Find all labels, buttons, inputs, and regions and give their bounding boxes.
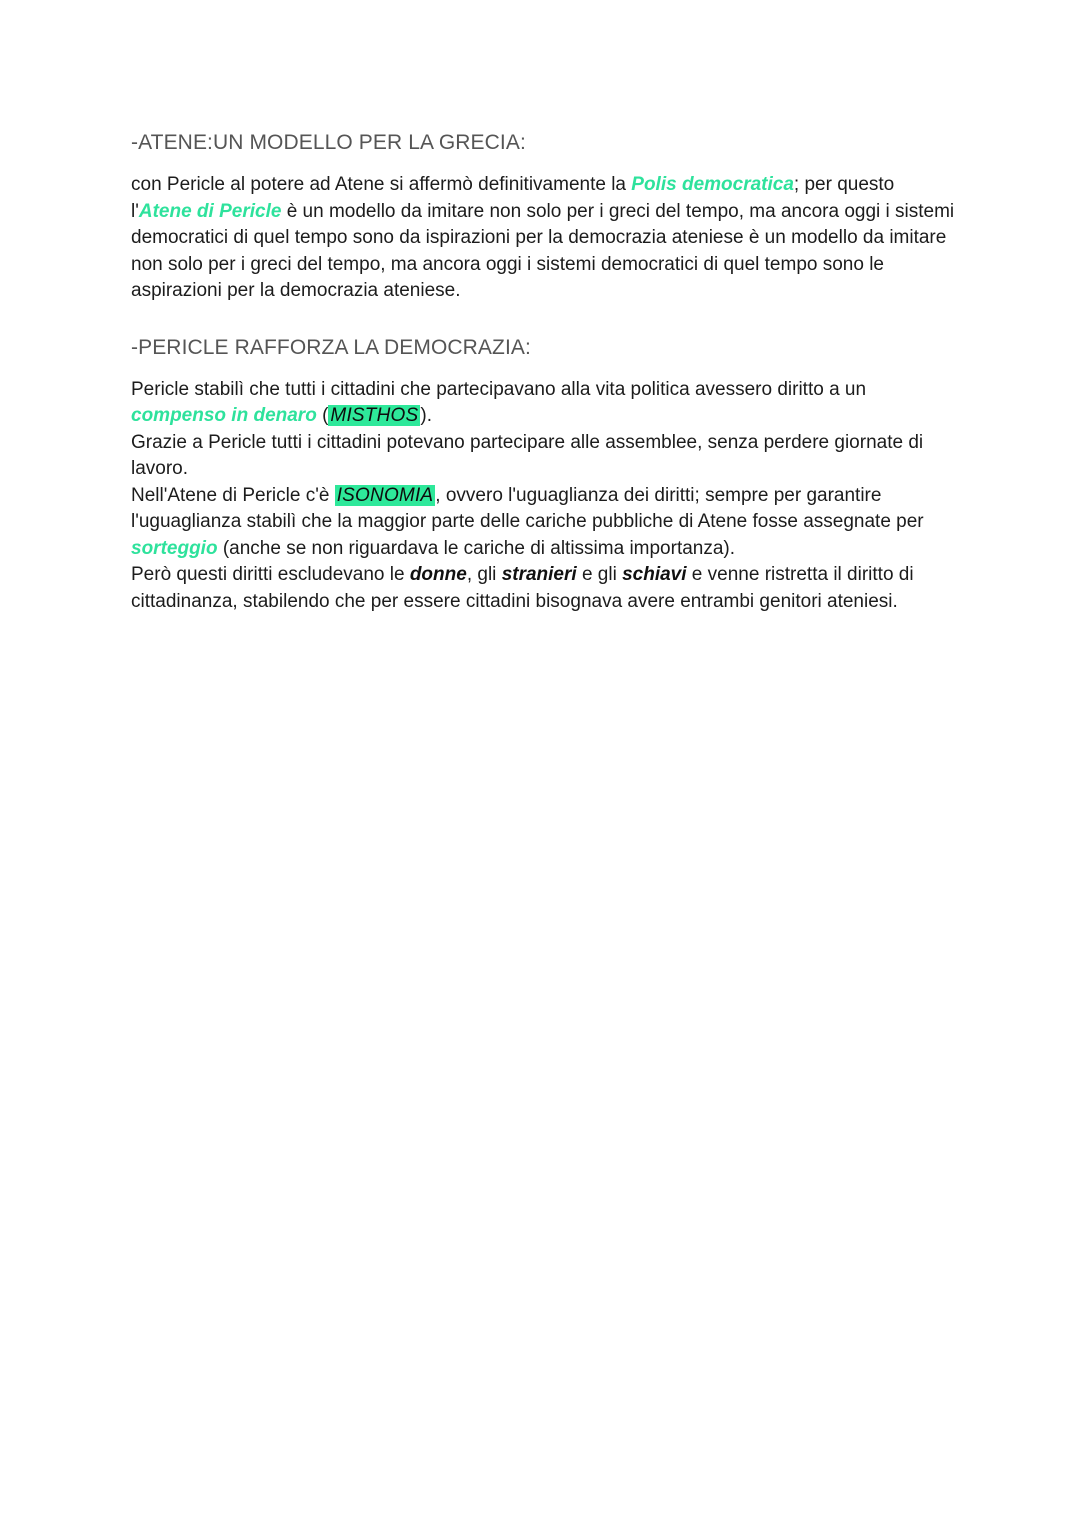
keyword-compenso-in-denaro: compenso in denaro bbox=[131, 405, 317, 426]
highlight-isonomia: ISONOMIA bbox=[336, 484, 434, 506]
highlight-misthos: MISTHOS bbox=[330, 405, 419, 426]
keyword-donne: donne bbox=[409, 564, 467, 585]
section-heading: -PERICLE RAFFORZA LA DEMOCRAZIA: bbox=[131, 335, 531, 359]
text-run: Pericle stabilì che tutti i cittadini che partecipavano alla vita politica avessero diritto a un bbox=[131, 378, 867, 400]
text-run: , ovvero l'uguaglianza dei diritti; sempre per garantire l'uguaglianza stabilì che la maggior parte delle cariche pubbliche di Atene fosse assegnate per bbox=[131, 484, 924, 532]
keyword-sorteggio: sorteggio bbox=[131, 537, 218, 559]
text-run: ). bbox=[420, 405, 432, 426]
keyword-atene-di-pericle: Atene di Pericle bbox=[138, 200, 282, 222]
section-heading: -ATENE:UN MODELLO PER LA GRECIA: bbox=[131, 131, 526, 154]
keyword-polis-democratica: Polis democratica bbox=[631, 174, 794, 195]
text-run: Nell'Atene di Pericle c'è bbox=[131, 484, 335, 506]
paragraph bbox=[131, 483, 961, 563]
paragraph bbox=[131, 562, 961, 615]
document-page bbox=[131, 128, 961, 615]
section-atene-modello bbox=[131, 128, 961, 305]
text-run: l' bbox=[131, 200, 139, 222]
keyword-stranieri: stranieri bbox=[501, 564, 577, 585]
text-run: , gli bbox=[466, 564, 502, 585]
text-run: e gli bbox=[576, 564, 623, 585]
text-run: Però questi diritti escludevano le bbox=[131, 564, 410, 585]
text-run: (anche se non riguardava le cariche di altissima importanza). bbox=[217, 537, 736, 559]
keyword-schiavi: schiavi bbox=[622, 564, 687, 585]
paragraph bbox=[131, 172, 961, 305]
text-run: con Pericle al potere ad Atene si affermò definitivamente la bbox=[131, 174, 632, 195]
section-pericle-democrazia bbox=[131, 333, 961, 616]
text-run: ( bbox=[316, 405, 329, 426]
text-run: ; per questo bbox=[793, 174, 895, 195]
paragraph bbox=[131, 377, 961, 430]
text-run: è un modello da imitare non solo per i greci del tempo, ma ancora oggi i sistemi democratici di quel tempo sono da ispirazioni per la democrazia ateniese è un modello da imitare non solo per i greci del tempo, ma ancora oggi i sistemi democratici di quel tempo sono le aspirazioni per la democrazia ateniese. bbox=[131, 200, 955, 301]
paragraph: Grazie a Pericle tutti i cittadini potevano partecipare alle assemblee, senza perdere giornate di lavoro. bbox=[131, 431, 924, 479]
text-run: e venne ristretta il diritto di cittadinanza, stabilendo che per essere cittadini bisognava avere entrambi genitori ateniesi. bbox=[131, 564, 914, 612]
